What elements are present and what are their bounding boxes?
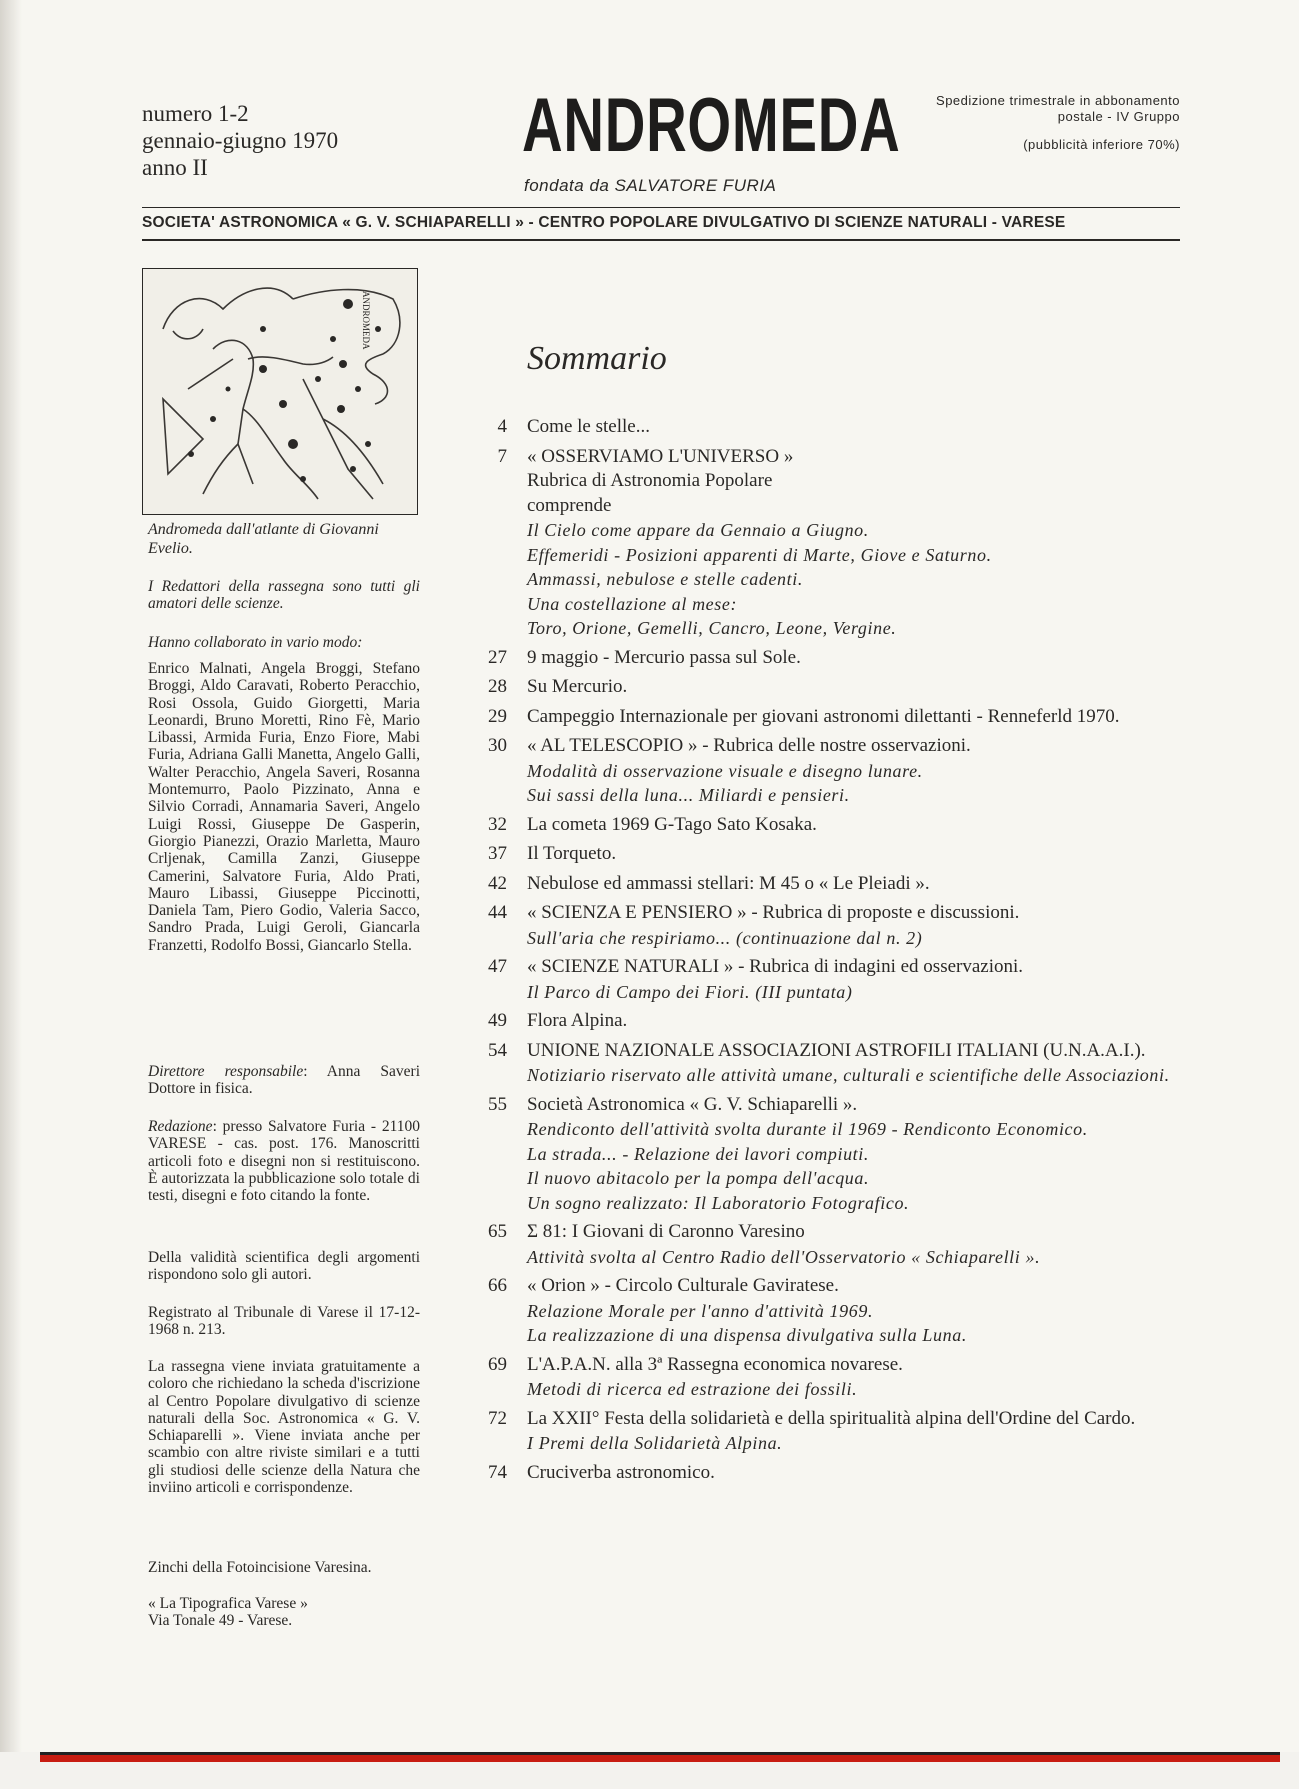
toc-entry-title: « SCIENZE NATURALI » - Rubrica di indagini ed osservazioni. bbox=[527, 956, 1024, 977]
toc-entry-title: L'A.P.A.N. alla 3ª Rassegna economica novarese. bbox=[527, 1353, 903, 1375]
header-rule-bottom bbox=[142, 239, 1180, 241]
director-text: : Anna Saveri Dottore in fisica. bbox=[148, 1063, 420, 1098]
toc-page-number: 74 bbox=[488, 1461, 507, 1483]
toc-entry bbox=[488, 1353, 1182, 1402]
toc-entry-title: Flora Alpina. bbox=[527, 1010, 628, 1031]
toc-entry-title: « SCIENZA E PENSIERO » - Rubrica di proposte e discussioni. bbox=[527, 902, 1020, 923]
validity-note: Della validità scientifica degli argomenti rispondono solo gli autori. bbox=[148, 1249, 420, 1284]
toc-entry-title: La cometa 1969 G-Tago Sato Kosaka. bbox=[527, 813, 817, 835]
toc-entry-title: Su Mercurio. bbox=[527, 676, 628, 697]
issue-info bbox=[142, 100, 338, 181]
toc-entry bbox=[488, 1220, 1182, 1269]
toc-entry-subtitle: Rendiconto dell'attività svolta durante il 1969 - Rendiconto Economico. bbox=[527, 1119, 1088, 1139]
toc-entry-title: Società Astronomica « G. V. Schiaparelli ». bbox=[527, 1093, 858, 1115]
toc-entry-subtitle: I Premi della Solidarietà Alpina. bbox=[527, 1433, 783, 1453]
toc-page-number: 44 bbox=[488, 902, 507, 923]
toc-entry bbox=[488, 646, 1182, 671]
shipping-line-2: postale - IV Gruppo bbox=[1057, 109, 1180, 124]
toc-entry-title: « OSSERVIAMO L'UNIVERSO » bbox=[527, 445, 794, 467]
toc-entry-title: Σ 81: I Giovani di Caronno Varesino bbox=[527, 1221, 805, 1242]
toc-entry-subtitle: Metodi di ricerca ed estrazione dei fossili. bbox=[527, 1379, 858, 1399]
toc-entry-title: Cruciverba astronomico. bbox=[527, 1461, 715, 1483]
issue-period: gennaio-giugno 1970 bbox=[142, 128, 339, 153]
toc-entry-subtitle: Una costellazione al mese: bbox=[527, 593, 738, 614]
toc-entry bbox=[488, 705, 1182, 730]
toc-entry-title: « Orion » - Circolo Culturale Gaviratese. bbox=[527, 1275, 839, 1296]
toc-entry-title: Nebulose ed ammassi stellari: M 45 o « Le Pleiadi ». bbox=[527, 872, 930, 894]
director-block bbox=[148, 1063, 420, 1098]
toc-entry bbox=[488, 955, 1182, 1004]
toc-entry bbox=[488, 1407, 1182, 1456]
editors-note: I Redattori della rassegna sono tutti gli amatori delle scienze. bbox=[148, 578, 420, 613]
toc-entry bbox=[488, 872, 1182, 897]
engraving-credit: Zinchi della Fotoincisione Varesina. bbox=[148, 1559, 372, 1576]
toc-entry-title: 9 maggio - Mercurio passa sul Sole. bbox=[527, 646, 801, 668]
toc-entry-subtitle: Il Cielo come appare da Gennaio a Giugno. bbox=[527, 520, 869, 540]
toc-entry-title: comprende bbox=[527, 494, 612, 516]
masthead-title: ANDROMEDA bbox=[522, 83, 901, 168]
collaborators-heading: Hanno collaborato in vario modo: bbox=[148, 634, 363, 651]
issue-number: numero 1-2 bbox=[142, 101, 249, 126]
toc-entry bbox=[488, 1093, 1182, 1216]
toc-entry-title: UNIONE NAZIONALE ASSOCIAZIONI ASTROFILI ITALIANI (U.N.A.A.I.). bbox=[527, 1039, 1146, 1061]
toc-page-number: 30 bbox=[488, 735, 507, 756]
page-edge-shadow bbox=[0, 0, 22, 1789]
toc-title: Sommario bbox=[527, 340, 667, 377]
toc-page-number: 32 bbox=[488, 813, 507, 835]
toc-entry-subtitle: Toro, Orione, Gemelli, Cancro, Leone, Vergine. bbox=[527, 618, 897, 638]
toc-entry-title: Rubrica di Astronomia Popolare bbox=[527, 470, 773, 491]
issue-year: anno II bbox=[142, 155, 208, 180]
toc-page-number: 37 bbox=[488, 843, 507, 864]
andromeda-figure-label: ANDROMEDA bbox=[361, 291, 371, 350]
bottom-color-band bbox=[40, 1752, 1280, 1762]
shipping-notice bbox=[880, 93, 1180, 153]
toc-page-number: 7 bbox=[497, 445, 507, 467]
director-label: Direttore responsabile bbox=[148, 1063, 304, 1080]
constellation-illustration bbox=[143, 269, 417, 514]
society-banner: SOCIETA' ASTRONOMICA « G. V. SCHIAPARELLI » - CENTRO POPOLARE DIVULGATIVO DI SCIENZE NATURALI - VARESE bbox=[142, 214, 1066, 231]
toc-page-number: 49 bbox=[488, 1010, 507, 1031]
toc-page-number: 4 bbox=[497, 416, 507, 437]
founded-by: fondata da SALVATORE FURIA bbox=[524, 176, 777, 195]
toc-entry-subtitle: Il Parco di Campo dei Fiori. (III puntata) bbox=[527, 981, 853, 1002]
toc-page-number: 66 bbox=[488, 1275, 507, 1296]
advertising-note: (pubblicità inferiore 70%) bbox=[1023, 137, 1180, 152]
toc-entry-subtitle: Attività svolta al Centro Radio dell'Osservatorio « Schiaparelli ». bbox=[527, 1246, 1041, 1267]
toc-entry-title: Come le stelle... bbox=[527, 416, 650, 437]
toc-page-number: 47 bbox=[488, 956, 507, 977]
toc-entry bbox=[488, 901, 1182, 950]
toc-entry-subtitle: La realizzazione di una dispensa divulgativa sulla Luna. bbox=[527, 1325, 967, 1345]
toc-entry-title: La XXII° Festa della solidarietà e della spiritualità alpina dell'Ordine del Cardo. bbox=[527, 1407, 1136, 1429]
toc-entry-subtitle: Relazione Morale per l'anno d'attività 1969. bbox=[527, 1300, 874, 1321]
toc-entry bbox=[488, 813, 1182, 838]
toc-page-number: 29 bbox=[488, 705, 507, 727]
toc-page-number: 69 bbox=[488, 1353, 507, 1375]
toc-entry-subtitle: Un sogno realizzato: Il Laboratorio Fotografico. bbox=[527, 1192, 910, 1213]
printer-address: Via Tonale 49 - Varese. bbox=[148, 1612, 293, 1630]
collaborators-list: Enrico Malnati, Angela Broggi, Stefano Broggi, Aldo Caravati, Roberto Peracchio, Rosi Ossola, Guido Giorgetti, Maria Leonardi, Bruno Moretti, Rino Fè, Mario Libassi, Armida Furia, Enzo Fiore, Mabi Furia, Adriana Galli Manetta, Angelo Galli, Walter Peracchio, Angela Saveri, Rosanna Montemurro, Paolo Pizzinato, Anna e Silvio Corradi, Annamaria Saveri, Angelo Luigi Rossi, Giuseppe De Gasperin, Giorgio Pianezzi, Orazio Marletta, Mauro Crljenak, Camilla Zanzi, Giuseppe Camerini, Salvatore Furia, Aldo Prati, Mauro Libassi, Giuseppe Piccinotti, Daniela Tam, Piero Godio, Valeria Sacco, Sandro Prada, Luigi Geroli, Giancarla Franzetti, Rodolfo Bossi, Giancarlo Stella. bbox=[148, 660, 420, 954]
toc-page-number: 42 bbox=[488, 872, 507, 894]
toc-entry bbox=[488, 1461, 1182, 1486]
redazione-block bbox=[148, 1118, 420, 1204]
toc-entry bbox=[497, 415, 1182, 440]
registration-note: Registrato al Tribunale di Varese il 17-12-1968 n. 213. bbox=[148, 1304, 420, 1339]
header-rule-top bbox=[142, 207, 1180, 208]
printer-name: « La Tipografica Varese » bbox=[148, 1595, 308, 1612]
toc-page-number: 28 bbox=[488, 676, 507, 697]
toc-entry-subtitle: Sull'aria che respiriamo... (continuazione dal n. 2) bbox=[527, 927, 923, 948]
toc-page-number: 65 bbox=[488, 1221, 507, 1242]
toc-entry-subtitle: Effemeridi - Posizioni apparenti di Marte, Giove e Saturno. bbox=[527, 544, 992, 565]
andromeda-engraving bbox=[142, 268, 418, 515]
toc-page-number: 54 bbox=[488, 1039, 507, 1061]
toc-entry-subtitle: Notiziario riservato alle attività umane, culturali e scientifiche delle Associazioni. bbox=[527, 1065, 1170, 1085]
toc-entry-subtitle: La strada... - Relazione dei lavori compiuti. bbox=[527, 1143, 869, 1164]
redazione-label: Redazione bbox=[148, 1118, 213, 1135]
toc-entry bbox=[488, 1009, 1182, 1034]
printer-credit bbox=[148, 1595, 420, 1630]
toc-entry bbox=[488, 734, 1182, 808]
figure-caption: Andromeda dall'atlante di Giovanni Evelio. bbox=[148, 521, 379, 557]
toc-entry bbox=[497, 445, 1182, 470]
toc-entry-subtitle: Modalità di osservazione visuale e disegno lunare. bbox=[527, 760, 923, 781]
toc-entry-subtitle: Il nuovo abitacolo per la pompa dell'acqua. bbox=[527, 1168, 870, 1188]
toc-entry bbox=[527, 494, 1182, 641]
toc-page-number: 55 bbox=[488, 1093, 507, 1115]
toc-entry bbox=[488, 675, 1182, 700]
toc-entry-title: « AL TELESCOPIO » - Rubrica delle nostre osservazioni. bbox=[527, 735, 971, 756]
redazione-text: : presso Salvatore Furia - 21100 VARESE - cas. post. 176. Manoscritti articoli foto e disegni non si restituiscono. È autorizzata la pubblicazione solo totale di testi, disegni e foto citando la fonte. bbox=[148, 1118, 420, 1205]
toc-entry bbox=[488, 842, 1182, 867]
distribution-note: La rassegna viene inviata gratuitamente a coloro che richiedano la scheda d'iscrizione al Centro Popolare divulgativo di scienze naturali della Soc. Astronomica « G. V. Schiaparelli ». Viene inviata anche per scambio con altre riviste similari e a tutti gli studiosi delle scienze della Natura che inviino articoli e corrispondenze. bbox=[148, 1358, 420, 1497]
toc-entry bbox=[488, 1274, 1182, 1348]
toc-entry-title: Campeggio Internazionale per giovani astronomi dilettanti - Renneferld 1970. bbox=[527, 705, 1120, 727]
toc-entry bbox=[488, 1039, 1182, 1088]
toc-entry-title: Il Torqueto. bbox=[527, 843, 617, 864]
toc-page-number: 27 bbox=[488, 646, 507, 668]
toc-entry-subtitle: Ammassi, nebulose e stelle cadenti. bbox=[527, 569, 803, 589]
toc-page-number: 72 bbox=[488, 1407, 507, 1429]
toc-entry-subtitle: Sui sassi della luna... Miliardi e pensieri. bbox=[527, 785, 850, 805]
table-of-contents bbox=[488, 415, 1182, 1485]
toc-entry bbox=[527, 469, 1182, 494]
shipping-line-1: Spedizione trimestrale in abbonamento bbox=[936, 93, 1180, 108]
